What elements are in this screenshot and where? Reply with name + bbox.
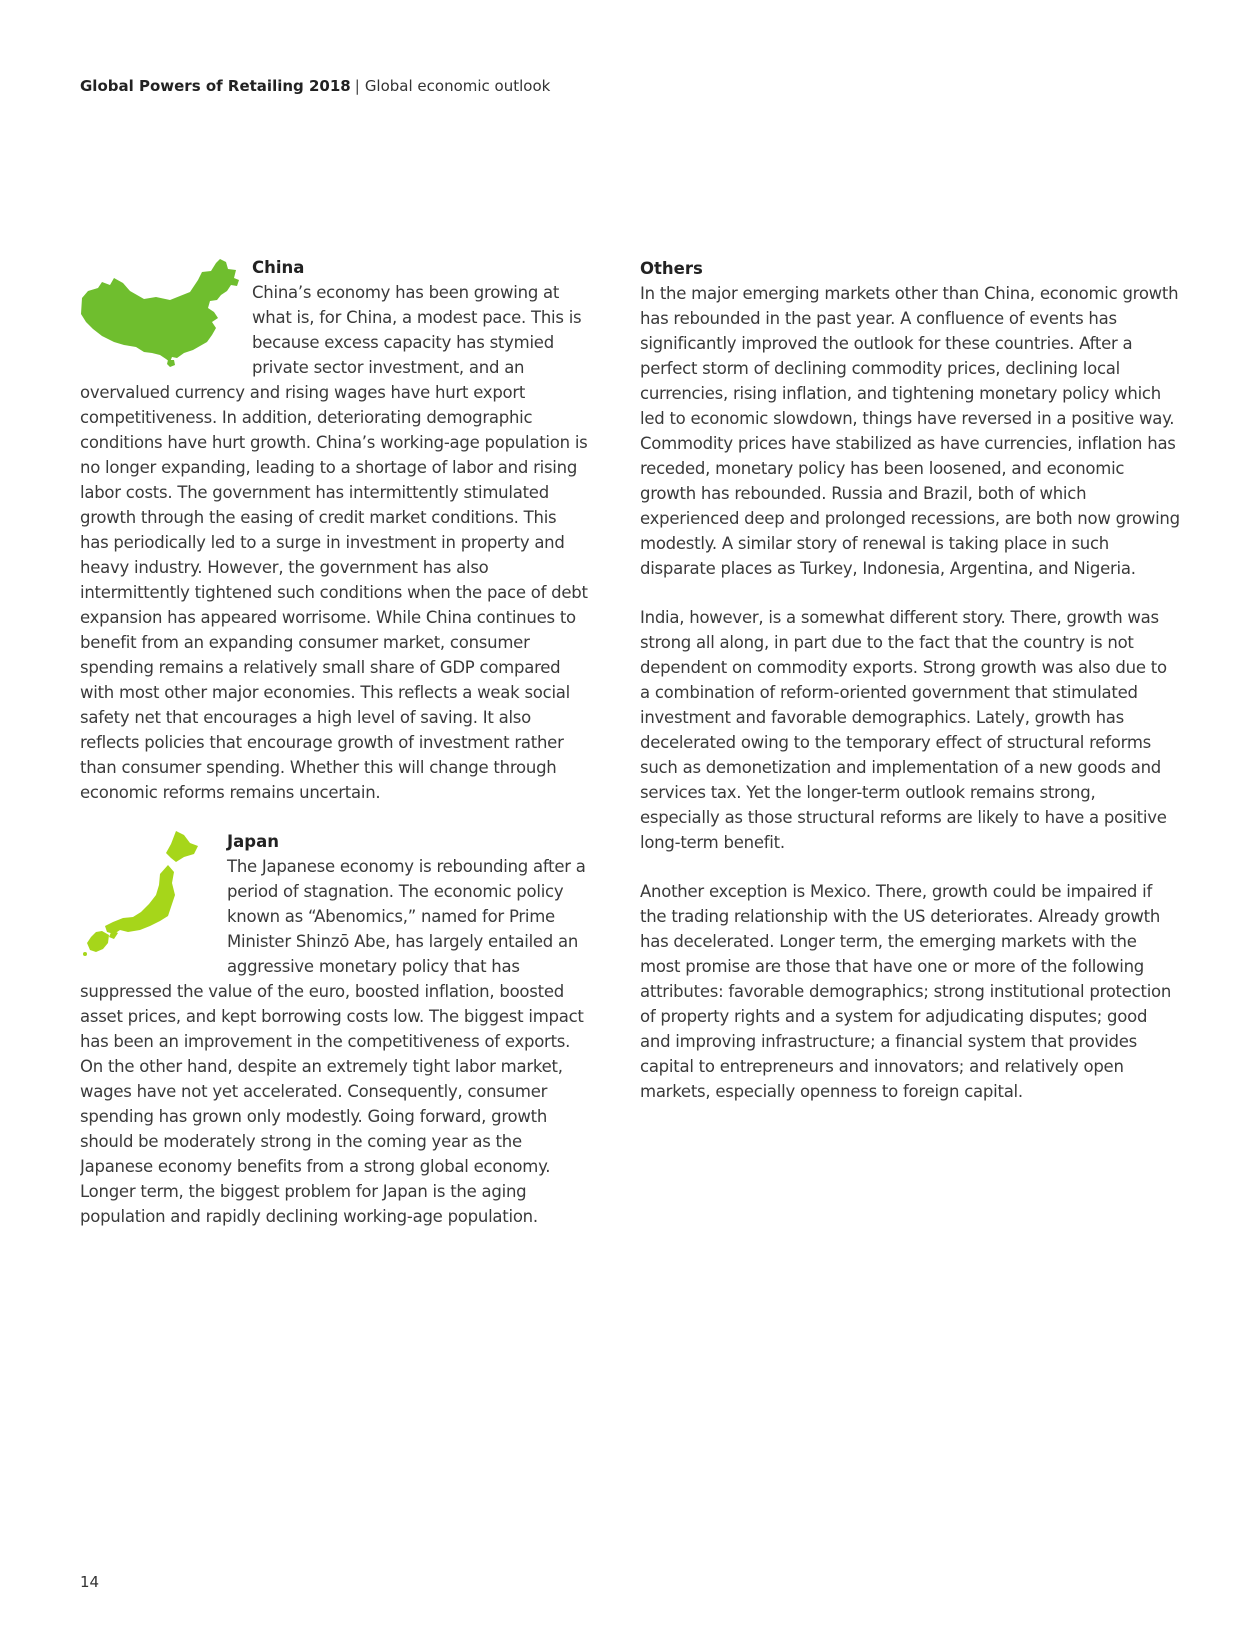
japan-heading: Japan — [227, 832, 279, 851]
report-title: Global Powers of Retailing 2018 — [80, 77, 351, 95]
others-paragraph-2: India, however, is a somewhat different story. There, growth was strong all along, in part due to the fact that the country is not dependent on commodity exports. Strong growth was also due to a combination of reform-oriented government that stimulated investment and favorable demographics. Lately, growth has decelerated owing to the temporary effect of structural reforms such as demonetization and implementation of a new goods and services tax. Yet the longer-term outlook remains strong, especially as those structural reforms are likely to have a positive long-term benefit. — [640, 608, 1167, 852]
japan-paragraph: The Japanese economy is rebounding after a period of stagnation. The economic policy known as “Abenomics,” named for Prime Minister Shinzō Abe, has largely entailed an aggressive monetary policy that has suppressed the value of the euro, boosted inflation, boosted asset prices, and kept borrowing costs low. The biggest impact has been an improvement in the competitiveness of exports. On the other hand, despite an extremely tight labor market, wages have not yet accelerated. Consequently, consumer spending has grown only modestly. Going forward, growth should be moderately strong in the coming year as the Japanese economy benefits from a strong global economy. Longer term, the biggest problem for Japan is the aging population and rapidly declining working-age population. — [80, 857, 586, 1226]
japan-section — [80, 829, 588, 1229]
others-paragraph-1: In the major emerging markets other than China, economic growth has rebounded in the past year. A confluence of events has significantly improved the outlook for these countries. After a perfect storm of declining commodity prices, declining local currencies, rising inflation, and tightening monetary policy which led to economic slowdown, things have reversed in a positive way. Commodity prices have stabilized as have currencies, inflation has receded, monetary policy has been loosened, and economic growth has rebounded. Russia and Brazil, both of which experienced deep and prolonged recessions, are both now growing modestly. A similar story of renewal is taking place in such disparate places as Turkey, Indonesia, Argentina, and Nigeria. — [640, 284, 1180, 578]
running-header — [80, 76, 550, 96]
header-separator: | — [354, 77, 360, 95]
page-number: 14 — [80, 1573, 100, 1591]
others-paragraph-3: Another exception is Mexico. There, growth could be impaired if the trading relationship with the US deteriorates. Already growth has decelerated. Longer term, the emerging markets with the most promise are those that have one or more of the following attributes: favorable demographics; strong institutional protection of property rights and a system for adjudicating disputes; good and improving infrastructure; a financial system that provides capital to entrepreneurs and innovators; and relatively open markets, especially openness to foreign capital. — [640, 882, 1172, 1101]
others-section — [640, 256, 1180, 1104]
section-title: Global economic outlook — [364, 77, 551, 95]
japan-map-icon — [80, 829, 225, 964]
china-heading: China — [252, 258, 305, 277]
china-section — [80, 255, 588, 805]
left-column — [80, 255, 588, 1229]
china-map-icon — [80, 258, 250, 368]
others-heading: Others — [640, 259, 703, 278]
china-paragraph: China’s economy has been growing at what is, for China, a modest pace. This is because excess capacity has stymied private sector investment, and an overvalued currency and rising wages have hurt export competitiveness. In addition, deteriorating demographic conditions have hurt growth. China’s working-age population is no longer expanding, leading to a shortage of labor and rising labor costs. The government has intermittently stimulated growth through the easing of credit market conditions. This has periodically led to a surge in investment in property and heavy industry. However, the government has also intermittently tightened such conditions when the pace of debt expansion has appeared worrisome. While China continues to benefit from an expanding consumer market, consumer spending remains a relatively small share of GDP compared with most other major economies. This reflects a weak social safety net that encourages a high level of saving. It also reflects policies that encourage growth of investment rather than consumer spending. Whether this will change through economic reforms remains uncertain. — [80, 283, 588, 802]
right-column — [640, 256, 1180, 1104]
